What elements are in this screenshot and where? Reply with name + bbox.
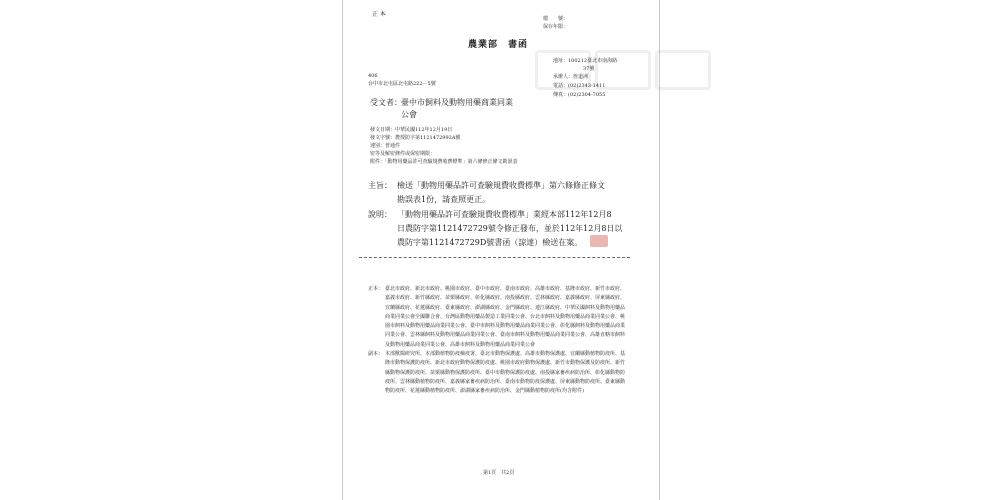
recipient-postal-code: 406 <box>368 73 378 79</box>
copy-distribution-label: 副本： <box>368 351 384 357</box>
recipient-label: 受文者： <box>370 98 402 107</box>
issue-date: 發文日期：中華民國112年12月19日 <box>370 127 453 133</box>
document-title: 農業部 書函 <box>468 40 529 50</box>
subject-text-line2: 勘誤表1份，請查照更正。 <box>397 195 491 204</box>
red-seal-stamp <box>590 235 608 247</box>
copy-distribution-list: 本部獸醫研究所、本部動植物防疫檢疫署、臺北市動物保護處、高雄市動物保護處、宜蘭縣動植物防疫所、基隆市動物保護防疫所、新北市政府動物保護防疫處、桃園市政府動物保護處、新竹市動物保護及防疫所、新竹縣動物保護防疫所、苗栗縣動物保護防疫所、臺中市動物保護防疫處、南投縣家畜疾病防治所、彰化縣動物防疫所、雲林縣動植物防疫所、嘉義縣家畜疾病防治所、臺南市動物防疫保護處、屏東縣動物防疫所、臺東縣動物防疫所、花蓮縣動植物防疫所、澎湖縣家畜疾病防治所、金門縣動植物防疫所(均含附件) <box>385 351 626 395</box>
main-distribution-label: 正本： <box>368 286 384 292</box>
divider-rule <box>359 257 630 258</box>
attachment-line: 附件：「動物用藥品許可查驗規費收費標準」第六條修正條文勘誤表 <box>370 159 518 165</box>
sender-phone: 電話：(02)2343-1411 <box>553 83 606 89</box>
recipient-name-line2: 公會 <box>401 110 417 119</box>
recipient-address: 台中市北屯區北屯路222－5號 <box>368 81 436 87</box>
copy-type-label: 正 本 <box>372 11 386 18</box>
main-distribution-list: 臺北市政府、新北市政府、桃園市政府、臺中市政府、臺南市政府、高雄市政府、基隆市政府、新竹市政府、嘉義市政府、新竹縣政府、苗栗縣政府、彰化縣政府、南投縣政府、雲林縣政府、嘉義縣政府、屏東縣政府、宜蘭縣政府、花蓮縣政府、臺東縣政府、澎湖縣政府、金門縣政府、連江縣政府、中華民國飼料及動物用藥品商業同業公會全國聯合會、台灣區動物用藥品製造工業同業公會、台北市飼料及動物用藥品商業同業公會、桃園市飼料及動物用藥品商業同業公會、臺中市飼料及動物用藥品商業同業公會、彰化縣飼料及動物用藥品商業同業公會、雲林縣飼料及動物用藥品商業同業公會、臺南市飼料及動物用藥品商業同業公會、高雄直轄市飼料及動物用藥品商業同業公會、高雄市飼料及動物用藥品商業同業公會 <box>385 286 626 348</box>
description-text-line2: 日農防字第1121472729號令修正發布，並於112年12月8日以 <box>397 224 623 233</box>
delivery-speed: 速別：普通件 <box>370 143 401 149</box>
sender-fax: 傳真：(02)2304-7055 <box>553 92 606 98</box>
sender-contact-person: 承辦人：詹道洲 <box>553 74 589 80</box>
sender-address-continued: 37號 <box>583 66 595 72</box>
subject-text-line1: 檢送「動物用藥品許可查驗規費收費標準」第六條修正條文 <box>397 181 605 190</box>
description-text-line3: 農防字第1121472729D號書函（諒達）檢送在案。 <box>397 238 583 247</box>
retention-period-label: 保存年限： <box>543 24 569 30</box>
subject-label: 主旨： <box>368 181 392 190</box>
document-number: 發文字號：農授防字第1121472992A號 <box>370 135 461 141</box>
description-text-line1: 「動物用藥品許可查驗規費收費標準」業經本部112年12月8 <box>397 210 612 219</box>
description-label: 說明： <box>368 210 392 219</box>
file-number-label: 檔 號： <box>543 16 569 22</box>
recipient-name-line1: 臺中市飼料及動物用藥商業同業 <box>401 98 513 107</box>
secrecy-level: 密等及解密條件或保密期限： <box>370 151 436 157</box>
page-number-footer: 第1頁 共2頁 <box>483 470 515 476</box>
sender-address: 地址：100212臺北市南海路 <box>553 58 618 64</box>
